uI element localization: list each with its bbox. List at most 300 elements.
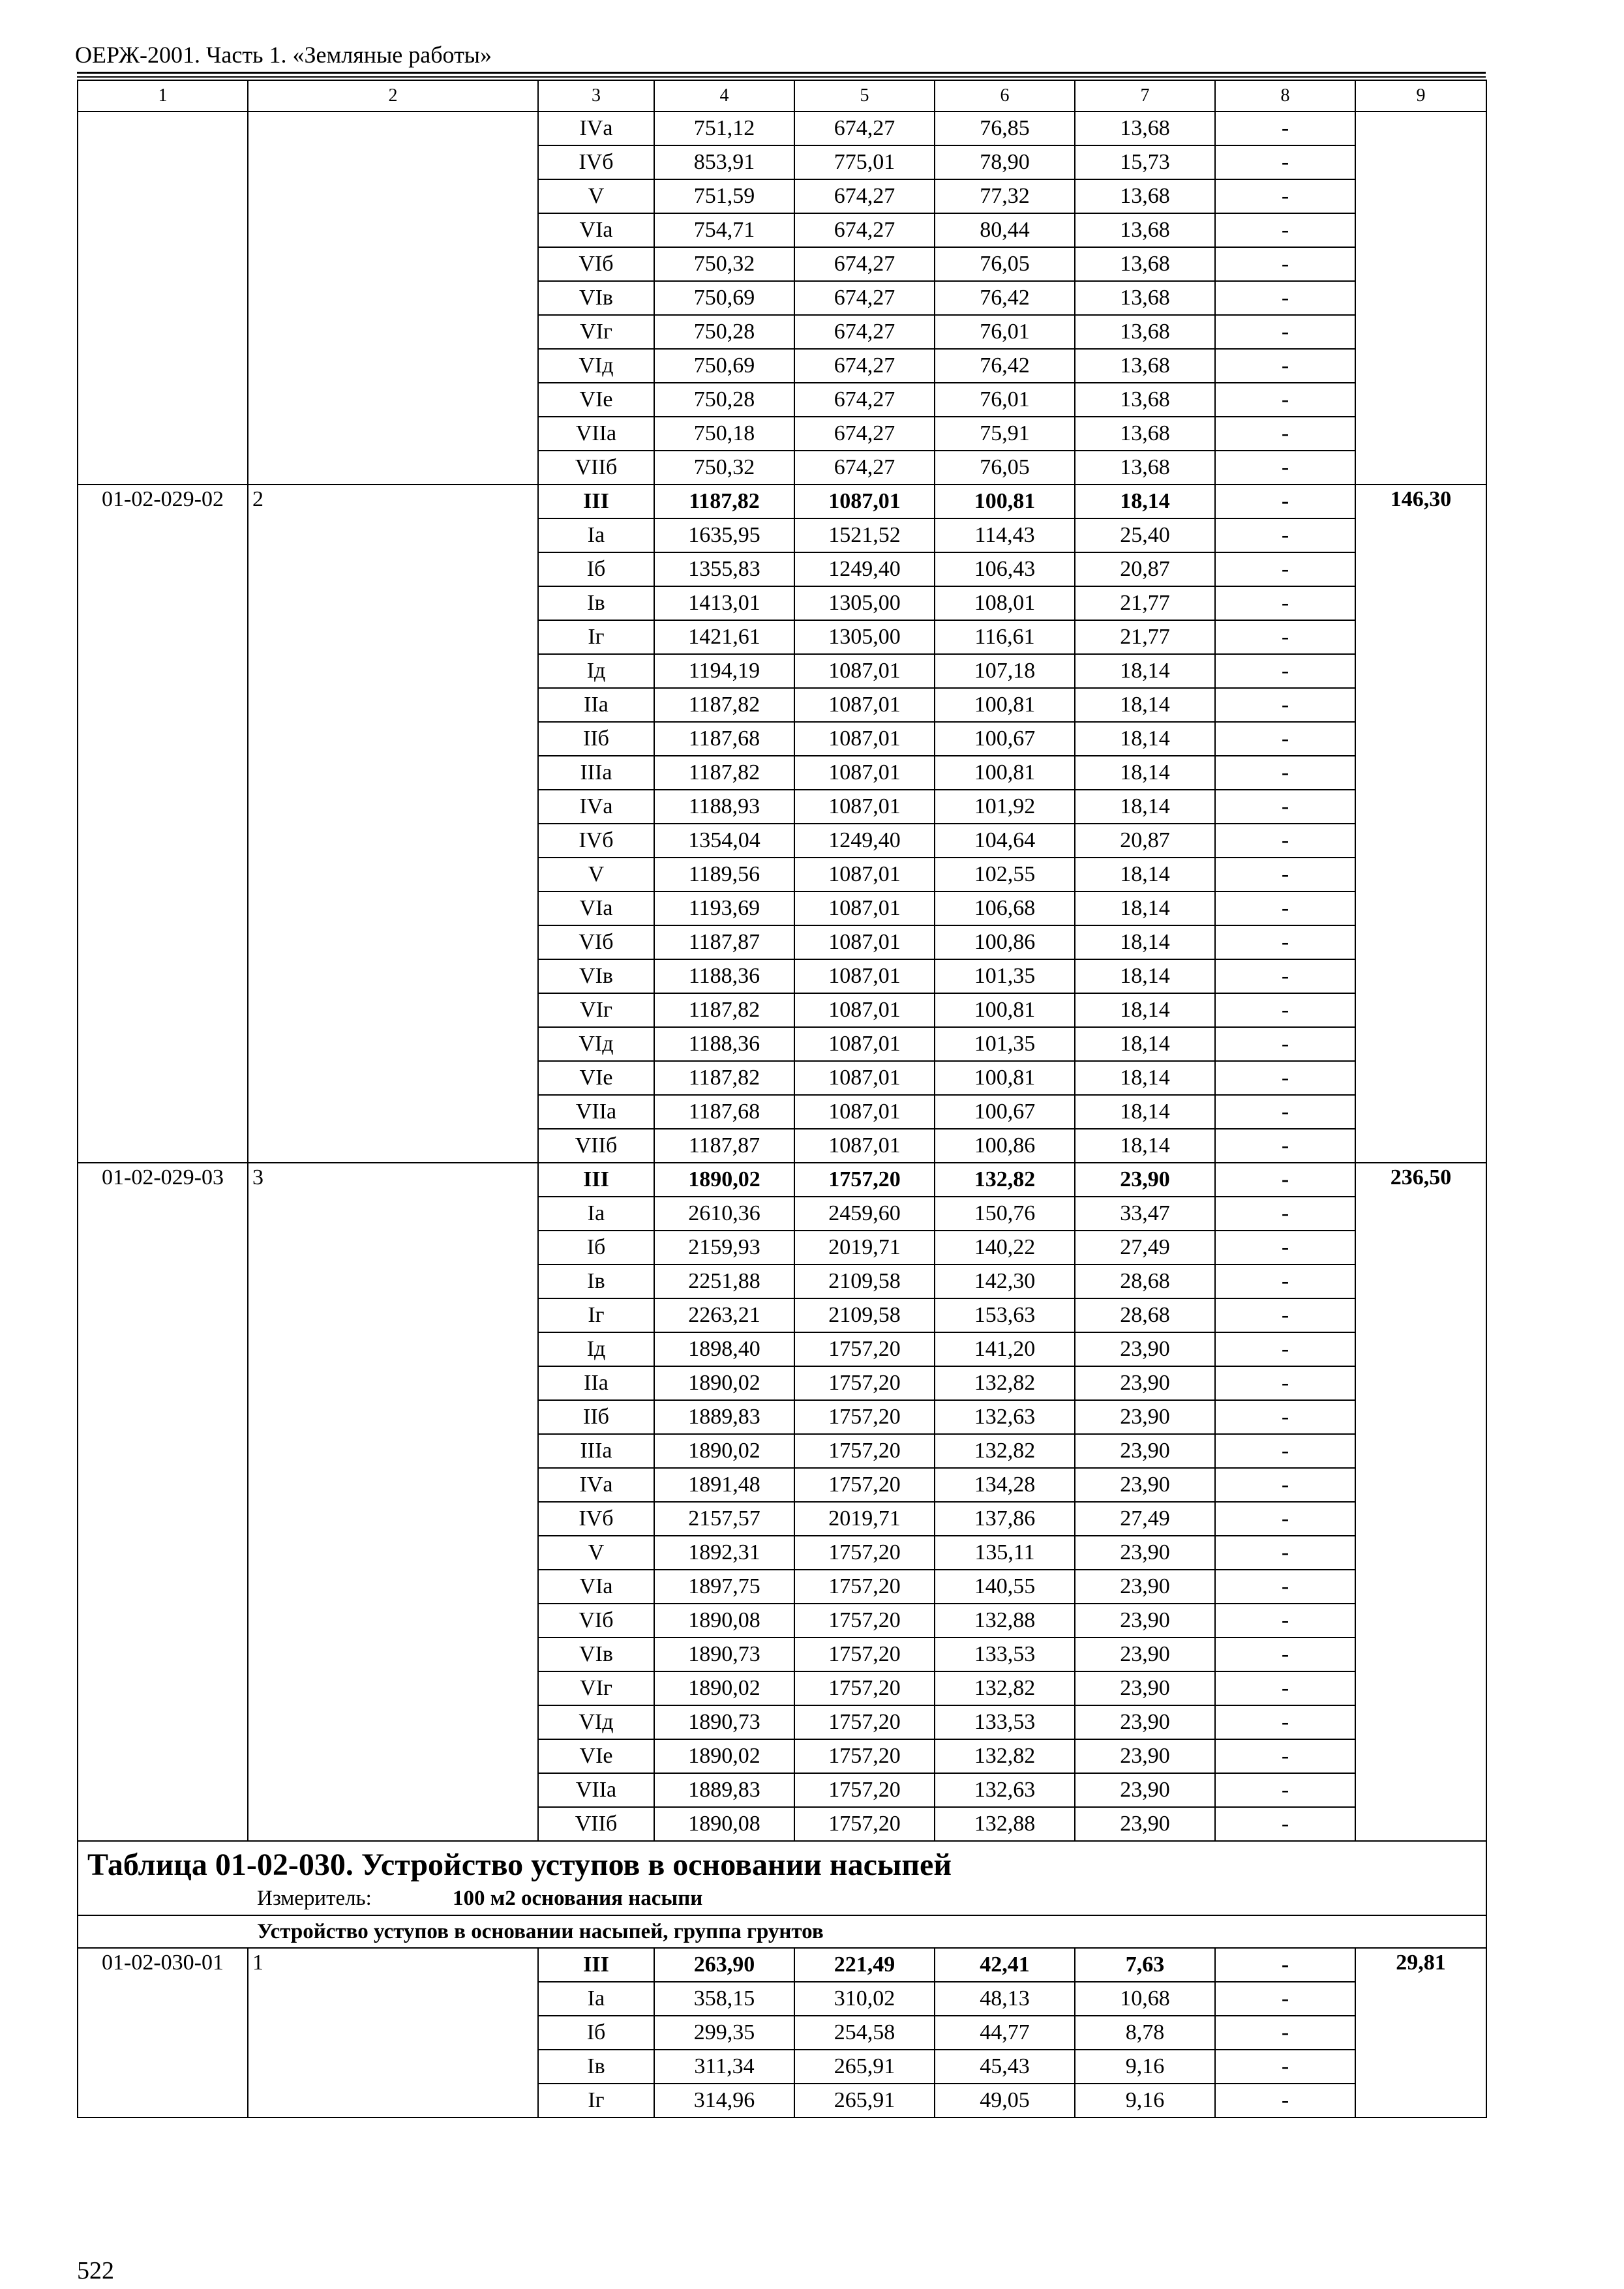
- machine-cost-cell: 137,86: [935, 1502, 1075, 1536]
- machinist-wage-cell: 13,68: [1075, 383, 1215, 417]
- soil-group-cell: VIв: [538, 281, 654, 315]
- soil-group-cell: VIIб: [538, 1807, 654, 1841]
- soil-group-cell: VIб: [538, 247, 654, 281]
- materials-cost-cell: -: [1215, 1366, 1355, 1400]
- machine-cost-cell: 153,63: [935, 1298, 1075, 1332]
- machine-cost-cell: 100,81: [935, 1061, 1075, 1095]
- materials-cost-cell: -: [1215, 1197, 1355, 1231]
- machine-cost-cell: 104,64: [935, 824, 1075, 858]
- direct-cost-cell: 750,32: [654, 247, 794, 281]
- machinist-wage-cell: 21,77: [1075, 586, 1215, 620]
- labor-cost-cell: 1305,00: [794, 586, 935, 620]
- page-number: 522: [77, 2257, 114, 2284]
- table-row: [78, 1163, 1486, 1197]
- materials-cost-cell: -: [1215, 1536, 1355, 1570]
- labor-cost-cell: 1757,20: [794, 1671, 935, 1705]
- materials-cost-cell: -: [1215, 654, 1355, 688]
- direct-cost-cell: 1890,02: [654, 1434, 794, 1468]
- machinist-wage-cell: 23,90: [1075, 1570, 1215, 1604]
- materials-cost-cell: -: [1215, 2050, 1355, 2084]
- materials-cost-cell: -: [1215, 1061, 1355, 1095]
- soil-group-cell: IVб: [538, 1502, 654, 1536]
- machine-cost-cell: 133,53: [935, 1705, 1075, 1739]
- machinist-wage-cell: 23,90: [1075, 1366, 1215, 1400]
- direct-cost-cell: 2251,88: [654, 1264, 794, 1298]
- materials-cost-cell: -: [1215, 112, 1355, 145]
- soil-group-cell: VIе: [538, 1061, 654, 1095]
- direct-cost-cell: 1890,02: [654, 1671, 794, 1705]
- direct-cost-cell: 1187,82: [654, 688, 794, 722]
- machinist-wage-cell: 18,14: [1075, 654, 1215, 688]
- soil-group-cell: IIб: [538, 1400, 654, 1434]
- materials-cost-cell: -: [1215, 586, 1355, 620]
- machinist-wage-cell: 23,90: [1075, 1400, 1215, 1434]
- rate-name-cell: 3: [248, 1163, 538, 1841]
- direct-cost-cell: 1889,83: [654, 1400, 794, 1434]
- direct-cost-cell: 358,15: [654, 1982, 794, 2016]
- direct-cost-cell: 2159,93: [654, 1231, 794, 1264]
- soil-group-cell: VIа: [538, 1570, 654, 1604]
- machinist-wage-cell: 13,68: [1075, 417, 1215, 451]
- soil-group-cell: Iб: [538, 2016, 654, 2050]
- machinist-wage-cell: 18,14: [1075, 756, 1215, 790]
- page-header-title: ОЕРЖ-2001. Часть 1. «Земляные работы»: [75, 42, 492, 68]
- soil-group-cell: VIг: [538, 315, 654, 349]
- table-row: [78, 1948, 1486, 1982]
- labor-hours-total-cell: [1355, 112, 1486, 485]
- labor-cost-cell: 674,27: [794, 213, 935, 247]
- materials-cost-cell: -: [1215, 1264, 1355, 1298]
- rate-code-cell: 01-02-029-03: [78, 1163, 248, 1841]
- machine-cost-cell: 75,91: [935, 417, 1075, 451]
- machine-cost-cell: 116,61: [935, 620, 1075, 654]
- machine-cost-cell: 100,81: [935, 993, 1075, 1027]
- labor-cost-cell: 2019,71: [794, 1502, 935, 1536]
- machine-cost-cell: 132,82: [935, 1434, 1075, 1468]
- direct-cost-cell: 1421,61: [654, 620, 794, 654]
- soil-group-cell: IIа: [538, 688, 654, 722]
- machine-cost-cell: 150,76: [935, 1197, 1075, 1231]
- soil-group-cell: Iг: [538, 2084, 654, 2117]
- column-number-row: [78, 80, 1486, 112]
- labor-cost-cell: 1087,01: [794, 654, 935, 688]
- rate-name-cell: 2: [248, 485, 538, 1163]
- labor-cost-cell: 674,27: [794, 179, 935, 213]
- materials-cost-cell: -: [1215, 891, 1355, 925]
- soil-group-cell: VIа: [538, 213, 654, 247]
- labor-cost-cell: 1521,52: [794, 518, 935, 552]
- direct-cost-cell: 1355,83: [654, 552, 794, 586]
- labor-hours-total-cell: 146,30: [1355, 485, 1486, 1163]
- machinist-wage-cell: 13,68: [1075, 315, 1215, 349]
- soil-group-cell: VIIб: [538, 451, 654, 485]
- soil-group-cell: Iа: [538, 1197, 654, 1231]
- machine-cost-cell: 132,63: [935, 1400, 1075, 1434]
- soil-group-cell: VIа: [538, 891, 654, 925]
- direct-cost-cell: 1188,36: [654, 1027, 794, 1061]
- machine-cost-cell: 140,22: [935, 1231, 1075, 1264]
- machinist-wage-cell: 23,90: [1075, 1604, 1215, 1638]
- materials-cost-cell: -: [1215, 1948, 1355, 1982]
- soil-group-cell: VIIб: [538, 1129, 654, 1163]
- labor-cost-cell: 674,27: [794, 383, 935, 417]
- machinist-wage-cell: 13,68: [1075, 213, 1215, 247]
- materials-cost-cell: -: [1215, 247, 1355, 281]
- labor-cost-cell: 674,27: [794, 112, 935, 145]
- machinist-wage-cell: 18,14: [1075, 1095, 1215, 1129]
- section-subtitle: Устройство уступов в основании насыпей, группа грунтов: [78, 1915, 1486, 1948]
- machine-cost-cell: 133,53: [935, 1638, 1075, 1671]
- direct-cost-cell: 1189,56: [654, 858, 794, 891]
- labor-cost-cell: 1087,01: [794, 485, 935, 518]
- machine-cost-cell: 100,86: [935, 1129, 1075, 1163]
- machinist-wage-cell: 13,68: [1075, 349, 1215, 383]
- direct-cost-cell: 1187,68: [654, 1095, 794, 1129]
- labor-cost-cell: 1757,20: [794, 1366, 935, 1400]
- labor-cost-cell: 1757,20: [794, 1536, 935, 1570]
- machinist-wage-cell: 28,68: [1075, 1264, 1215, 1298]
- machine-cost-cell: 76,01: [935, 383, 1075, 417]
- machinist-wage-cell: 18,14: [1075, 993, 1215, 1027]
- direct-cost-cell: 311,34: [654, 2050, 794, 2084]
- labor-cost-cell: 1087,01: [794, 925, 935, 959]
- machine-cost-cell: 101,35: [935, 959, 1075, 993]
- direct-cost-cell: 1890,73: [654, 1705, 794, 1739]
- materials-cost-cell: -: [1215, 959, 1355, 993]
- labor-cost-cell: 674,27: [794, 315, 935, 349]
- soil-group-cell: Iб: [538, 1231, 654, 1264]
- machinist-wage-cell: 18,14: [1075, 858, 1215, 891]
- soil-group-cell: Iа: [538, 518, 654, 552]
- machine-cost-cell: 101,92: [935, 790, 1075, 824]
- machinist-wage-cell: 18,14: [1075, 1027, 1215, 1061]
- column-number-cell: 2: [248, 80, 538, 112]
- materials-cost-cell: -: [1215, 1129, 1355, 1163]
- materials-cost-cell: -: [1215, 858, 1355, 891]
- machinist-wage-cell: 18,14: [1075, 722, 1215, 756]
- direct-cost-cell: 853,91: [654, 145, 794, 179]
- soil-group-cell: VIд: [538, 1027, 654, 1061]
- soil-group-cell: V: [538, 1536, 654, 1570]
- materials-cost-cell: -: [1215, 1468, 1355, 1502]
- machinist-wage-cell: 23,90: [1075, 1536, 1215, 1570]
- machinist-wage-cell: 23,90: [1075, 1638, 1215, 1671]
- labor-cost-cell: 1249,40: [794, 552, 935, 586]
- labor-cost-cell: 254,58: [794, 2016, 935, 2050]
- labor-cost-cell: 265,91: [794, 2084, 935, 2117]
- direct-cost-cell: 1890,73: [654, 1638, 794, 1671]
- labor-cost-cell: 674,27: [794, 349, 935, 383]
- machinist-wage-cell: 23,90: [1075, 1739, 1215, 1773]
- materials-cost-cell: -: [1215, 756, 1355, 790]
- materials-cost-cell: -: [1215, 518, 1355, 552]
- labor-cost-cell: 2019,71: [794, 1231, 935, 1264]
- materials-cost-cell: -: [1215, 417, 1355, 451]
- materials-cost-cell: -: [1215, 1604, 1355, 1638]
- machinist-wage-cell: 13,68: [1075, 179, 1215, 213]
- direct-cost-cell: 750,28: [654, 383, 794, 417]
- labor-cost-cell: 1757,20: [794, 1434, 935, 1468]
- direct-cost-cell: 1897,75: [654, 1570, 794, 1604]
- rate-name-cell: [248, 112, 538, 485]
- machinist-wage-cell: 23,90: [1075, 1807, 1215, 1841]
- labor-cost-cell: 221,49: [794, 1948, 935, 1982]
- labor-cost-cell: 1087,01: [794, 1027, 935, 1061]
- materials-cost-cell: -: [1215, 1739, 1355, 1773]
- materials-cost-cell: -: [1215, 1332, 1355, 1366]
- direct-cost-cell: 1187,82: [654, 1061, 794, 1095]
- labor-cost-cell: 310,02: [794, 1982, 935, 2016]
- soil-group-cell: VIе: [538, 383, 654, 417]
- unit-label: Измеритель:: [257, 1887, 372, 1910]
- machinist-wage-cell: 8,78: [1075, 2016, 1215, 2050]
- labor-cost-cell: 1757,20: [794, 1332, 935, 1366]
- materials-cost-cell: -: [1215, 2084, 1355, 2117]
- machine-cost-cell: 76,42: [935, 349, 1075, 383]
- direct-cost-cell: 1890,02: [654, 1163, 794, 1197]
- soil-group-cell: VIд: [538, 1705, 654, 1739]
- soil-group-cell: III: [538, 485, 654, 518]
- machine-cost-cell: 140,55: [935, 1570, 1075, 1604]
- soil-group-cell: VIв: [538, 959, 654, 993]
- soil-group-cell: IVб: [538, 145, 654, 179]
- labor-cost-cell: 1757,20: [794, 1705, 935, 1739]
- materials-cost-cell: -: [1215, 1671, 1355, 1705]
- materials-cost-cell: -: [1215, 145, 1355, 179]
- machine-cost-cell: 132,88: [935, 1604, 1075, 1638]
- direct-cost-cell: 750,28: [654, 315, 794, 349]
- machinist-wage-cell: 18,14: [1075, 1129, 1215, 1163]
- unit-line: [87, 1885, 1477, 1912]
- materials-cost-cell: -: [1215, 1570, 1355, 1604]
- soil-group-cell: IVа: [538, 790, 654, 824]
- machine-cost-cell: 132,88: [935, 1807, 1075, 1841]
- machine-cost-cell: 44,77: [935, 2016, 1075, 2050]
- direct-cost-cell: 1188,93: [654, 790, 794, 824]
- table-section-title: Таблица 01-02-030. Устройство уступов в основании насыпей: [87, 1848, 952, 1882]
- direct-cost-cell: 1193,69: [654, 891, 794, 925]
- materials-cost-cell: -: [1215, 790, 1355, 824]
- labor-cost-cell: 1757,20: [794, 1604, 935, 1638]
- labor-cost-cell: 1087,01: [794, 790, 935, 824]
- machine-cost-cell: 132,63: [935, 1773, 1075, 1807]
- machinist-wage-cell: 18,14: [1075, 959, 1215, 993]
- materials-cost-cell: -: [1215, 688, 1355, 722]
- machine-cost-cell: 76,05: [935, 451, 1075, 485]
- soil-group-cell: III: [538, 1948, 654, 1982]
- materials-cost-cell: -: [1215, 1163, 1355, 1197]
- materials-cost-cell: -: [1215, 485, 1355, 518]
- soil-group-cell: VIIа: [538, 1095, 654, 1129]
- machinist-wage-cell: 27,49: [1075, 1502, 1215, 1536]
- soil-group-cell: IIа: [538, 1366, 654, 1400]
- direct-cost-cell: 750,69: [654, 349, 794, 383]
- machinist-wage-cell: 10,68: [1075, 1982, 1215, 2016]
- rate-code-cell: [78, 112, 248, 485]
- machinist-wage-cell: 23,90: [1075, 1671, 1215, 1705]
- labor-cost-cell: 1087,01: [794, 1061, 935, 1095]
- machine-cost-cell: 77,32: [935, 179, 1075, 213]
- direct-cost-cell: 1187,82: [654, 993, 794, 1027]
- direct-cost-cell: 1892,31: [654, 1536, 794, 1570]
- direct-cost-cell: 1890,02: [654, 1366, 794, 1400]
- machine-cost-cell: 100,81: [935, 756, 1075, 790]
- machinist-wage-cell: 18,14: [1075, 790, 1215, 824]
- direct-cost-cell: 1898,40: [654, 1332, 794, 1366]
- machine-cost-cell: 141,20: [935, 1332, 1075, 1366]
- machine-cost-cell: 100,67: [935, 722, 1075, 756]
- labor-cost-cell: 2459,60: [794, 1197, 935, 1231]
- labor-cost-cell: 674,27: [794, 451, 935, 485]
- soil-group-cell: VIв: [538, 1638, 654, 1671]
- machinist-wage-cell: 21,77: [1075, 620, 1215, 654]
- soil-group-cell: Iд: [538, 1332, 654, 1366]
- column-number-cell: 4: [654, 80, 794, 112]
- materials-cost-cell: -: [1215, 1807, 1355, 1841]
- soil-group-cell: IVа: [538, 112, 654, 145]
- labor-cost-cell: 1757,20: [794, 1468, 935, 1502]
- machinist-wage-cell: 33,47: [1075, 1197, 1215, 1231]
- labor-cost-cell: 1249,40: [794, 824, 935, 858]
- machine-cost-cell: 78,90: [935, 145, 1075, 179]
- soil-group-cell: III: [538, 1163, 654, 1197]
- section-header-cell: [78, 1841, 1486, 1915]
- direct-cost-cell: 1187,82: [654, 756, 794, 790]
- machine-cost-cell: 80,44: [935, 213, 1075, 247]
- soil-group-cell: V: [538, 858, 654, 891]
- labor-cost-cell: 1087,01: [794, 688, 935, 722]
- machine-cost-cell: 106,68: [935, 891, 1075, 925]
- machine-cost-cell: 134,28: [935, 1468, 1075, 1502]
- machinist-wage-cell: 23,90: [1075, 1434, 1215, 1468]
- machine-cost-cell: 142,30: [935, 1264, 1075, 1298]
- machinist-wage-cell: 23,90: [1075, 1332, 1215, 1366]
- materials-cost-cell: -: [1215, 1773, 1355, 1807]
- direct-cost-cell: 750,32: [654, 451, 794, 485]
- direct-cost-cell: 751,12: [654, 112, 794, 145]
- materials-cost-cell: -: [1215, 722, 1355, 756]
- direct-cost-cell: 1354,04: [654, 824, 794, 858]
- machinist-wage-cell: 18,14: [1075, 688, 1215, 722]
- direct-cost-cell: 1187,87: [654, 925, 794, 959]
- materials-cost-cell: -: [1215, 993, 1355, 1027]
- machinist-wage-cell: 23,90: [1075, 1468, 1215, 1502]
- machinist-wage-cell: 13,68: [1075, 451, 1215, 485]
- machine-cost-cell: 100,67: [935, 1095, 1075, 1129]
- materials-cost-cell: -: [1215, 179, 1355, 213]
- soil-group-cell: VIб: [538, 925, 654, 959]
- machine-cost-cell: 76,85: [935, 112, 1075, 145]
- machine-cost-cell: 107,18: [935, 654, 1075, 688]
- table-row: [78, 485, 1486, 518]
- materials-cost-cell: -: [1215, 1434, 1355, 1468]
- materials-cost-cell: -: [1215, 1502, 1355, 1536]
- labor-cost-cell: 265,91: [794, 2050, 935, 2084]
- labor-cost-cell: 1757,20: [794, 1400, 935, 1434]
- machine-cost-cell: 108,01: [935, 586, 1075, 620]
- direct-cost-cell: 2263,21: [654, 1298, 794, 1332]
- materials-cost-cell: -: [1215, 213, 1355, 247]
- labor-cost-cell: 1757,20: [794, 1163, 935, 1197]
- machinist-wage-cell: 23,90: [1075, 1163, 1215, 1197]
- soil-group-cell: Iв: [538, 2050, 654, 2084]
- labor-cost-cell: 1087,01: [794, 756, 935, 790]
- materials-cost-cell: -: [1215, 1298, 1355, 1332]
- labor-cost-cell: 1087,01: [794, 1129, 935, 1163]
- rate-code-cell: 01-02-030-01: [78, 1948, 248, 2117]
- machine-cost-cell: 100,86: [935, 925, 1075, 959]
- soil-group-cell: VIб: [538, 1604, 654, 1638]
- materials-cost-cell: -: [1215, 1095, 1355, 1129]
- machine-cost-cell: 132,82: [935, 1739, 1075, 1773]
- machine-cost-cell: 135,11: [935, 1536, 1075, 1570]
- soil-group-cell: VIе: [538, 1739, 654, 1773]
- labor-cost-cell: 1757,20: [794, 1570, 935, 1604]
- soil-group-cell: VIг: [538, 993, 654, 1027]
- soil-group-cell: Iа: [538, 1982, 654, 2016]
- direct-cost-cell: 1890,08: [654, 1604, 794, 1638]
- column-number-cell: 3: [538, 80, 654, 112]
- header-rule-thin: [77, 76, 1486, 78]
- materials-cost-cell: -: [1215, 1231, 1355, 1264]
- column-number-cell: 8: [1215, 80, 1355, 112]
- machinist-wage-cell: 23,90: [1075, 1773, 1215, 1807]
- rates-table: [77, 80, 1487, 2118]
- direct-cost-cell: 1413,01: [654, 586, 794, 620]
- materials-cost-cell: -: [1215, 925, 1355, 959]
- machinist-wage-cell: 25,40: [1075, 518, 1215, 552]
- machine-cost-cell: 132,82: [935, 1671, 1075, 1705]
- machine-cost-cell: 100,81: [935, 688, 1075, 722]
- direct-cost-cell: 1635,95: [654, 518, 794, 552]
- machine-cost-cell: 49,05: [935, 2084, 1075, 2117]
- machinist-wage-cell: 13,68: [1075, 281, 1215, 315]
- direct-cost-cell: 750,18: [654, 417, 794, 451]
- soil-group-cell: VIIа: [538, 1773, 654, 1807]
- labor-cost-cell: 1087,01: [794, 858, 935, 891]
- machine-cost-cell: 132,82: [935, 1163, 1075, 1197]
- labor-cost-cell: 2109,58: [794, 1298, 935, 1332]
- direct-cost-cell: 750,69: [654, 281, 794, 315]
- direct-cost-cell: 1188,36: [654, 959, 794, 993]
- table-row: [78, 112, 1486, 145]
- machinist-wage-cell: 27,49: [1075, 1231, 1215, 1264]
- column-number-cell: 5: [794, 80, 935, 112]
- machine-cost-cell: 100,81: [935, 485, 1075, 518]
- direct-cost-cell: 1187,87: [654, 1129, 794, 1163]
- labor-cost-cell: 775,01: [794, 145, 935, 179]
- machine-cost-cell: 102,55: [935, 858, 1075, 891]
- machinist-wage-cell: 20,87: [1075, 824, 1215, 858]
- machine-cost-cell: 45,43: [935, 2050, 1075, 2084]
- materials-cost-cell: -: [1215, 1027, 1355, 1061]
- machine-cost-cell: 48,13: [935, 1982, 1075, 2016]
- materials-cost-cell: -: [1215, 1982, 1355, 2016]
- labor-cost-cell: 674,27: [794, 247, 935, 281]
- machinist-wage-cell: 13,68: [1075, 112, 1215, 145]
- direct-cost-cell: 751,59: [654, 179, 794, 213]
- soil-group-cell: VIг: [538, 1671, 654, 1705]
- materials-cost-cell: -: [1215, 1638, 1355, 1671]
- labor-cost-cell: 1087,01: [794, 993, 935, 1027]
- section-subtitle-row: [78, 1915, 1486, 1948]
- labor-hours-total-cell: 236,50: [1355, 1163, 1486, 1841]
- labor-cost-cell: 1087,01: [794, 1095, 935, 1129]
- materials-cost-cell: -: [1215, 383, 1355, 417]
- machinist-wage-cell: 9,16: [1075, 2084, 1215, 2117]
- materials-cost-cell: -: [1215, 824, 1355, 858]
- column-number-cell: 9: [1355, 80, 1486, 112]
